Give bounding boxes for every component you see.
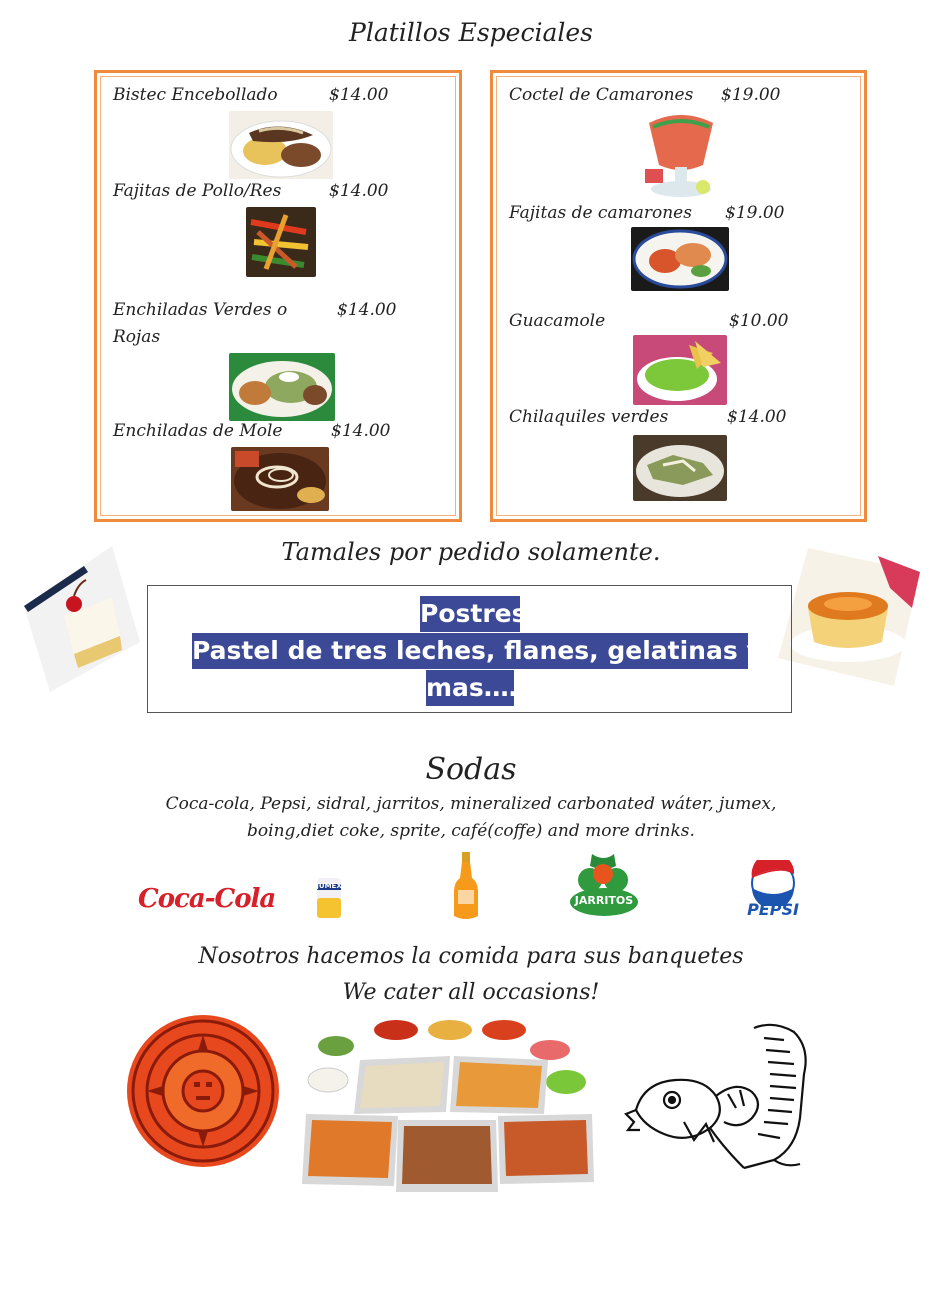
pepsi-logo: [738, 860, 808, 920]
guacamole-photo: [633, 335, 727, 405]
jarritos-label: JARRITOS: [574, 894, 634, 907]
enchiladas-mole-photo: [231, 447, 329, 511]
item-price: $10.00: [729, 311, 789, 331]
postres-line-2: mas……: [426, 670, 514, 706]
item-price: $14.00: [337, 300, 397, 320]
catering-line-2: We cater all occasions!: [342, 980, 600, 1005]
flan-photo: [778, 548, 920, 686]
tamales-note: Tamales por pedido solamente.: [281, 538, 661, 566]
item-name: Chilaquiles verdes: [509, 407, 669, 427]
fajitas-photo: [246, 207, 316, 277]
item-price: $14.00: [329, 85, 389, 105]
item-name: Coctel de Camarones: [509, 85, 694, 105]
jumex-can: [316, 876, 342, 920]
item-price: $14.00: [329, 181, 389, 201]
tres-leches-photo: [24, 546, 140, 692]
coctel-photo: [643, 109, 719, 201]
sodas-line-2: boing,diet coke, sprite, café(coffe) and more drinks.: [247, 821, 695, 841]
bistec-photo: [229, 111, 333, 179]
item-price: $19.00: [725, 203, 785, 223]
item-price: $19.00: [721, 85, 781, 105]
specials-box-right: [490, 70, 867, 522]
sidral-bottle: [452, 852, 480, 920]
jarritos-logo: [568, 852, 640, 918]
chilaquiles-photo: [633, 435, 727, 501]
item-name: Fajitas de camarones: [509, 203, 692, 223]
sodas-title: Sodas: [425, 752, 517, 787]
item-name: Enchiladas Verdes o Rojas: [113, 300, 288, 347]
item-price: $14.00: [727, 407, 787, 427]
catering-line-1: Nosotros hacemos la comida para sus banquetes: [198, 944, 744, 969]
item-name: Bistec Encebollado: [113, 85, 278, 105]
item-name: Guacamole: [509, 311, 606, 331]
fajitas-camarones-photo: [631, 227, 729, 291]
aztec-calendar-image: [124, 1014, 282, 1168]
item-name: Enchiladas de Mole: [113, 421, 283, 441]
item-name: Fajitas de Pollo/Res: [113, 181, 282, 201]
postres-line-1: Pastel de tres leches, flanes, gelatinas y: [192, 633, 748, 669]
sodas-line-1: Coca-cola, Pepsi, sidral, jarritos, mineralized carbonated wáter, jumex,: [165, 794, 777, 814]
enchiladas-verdes-photo: [229, 353, 335, 421]
catering-food-image: [300, 1016, 596, 1196]
pepsi-label: PEPSI: [747, 900, 799, 919]
cocacola-logo: Coca-Cola: [138, 884, 276, 914]
jumex-label: JUMEX: [316, 882, 342, 890]
specials-box-left: [94, 70, 462, 522]
postres-box: [147, 585, 792, 713]
page-title: Platillos Especiales: [349, 18, 593, 47]
postres-title: Postres: [420, 596, 520, 632]
aztec-serpent-image: [624, 1018, 820, 1174]
item-price: $14.00: [331, 421, 391, 441]
